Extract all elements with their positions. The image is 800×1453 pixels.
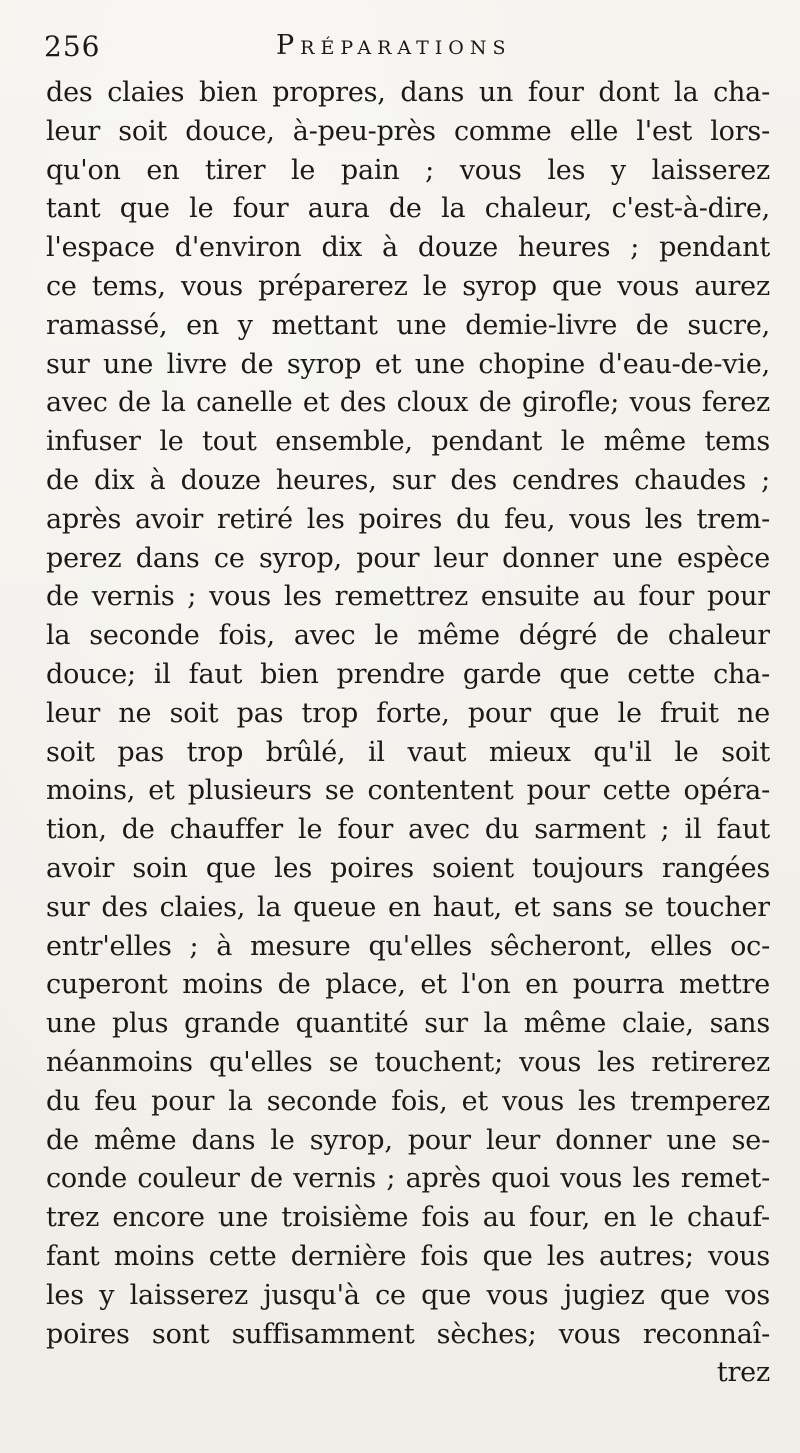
text-line: tant que le four aura de la chaleur, c'est-à-dire, [46, 193, 770, 225]
text-line: la seconde fois, avec le même dégré de chaleur [46, 620, 770, 652]
text-line: de dix à douze heures, sur des cendres chaudes ; [46, 464, 770, 496]
text-line: sur des claies, la queue en haut, et sans se toucher [46, 891, 770, 923]
text-line: poires sont suffisamment sèches; vous reconnaî- [46, 1318, 770, 1350]
text-line: du feu pour la seconde fois, et vous les tremperez [46, 1085, 770, 1117]
body-text [46, 74, 770, 1393]
text-line: tion, de chauffer le four avec du sarment ; il faut [46, 814, 770, 846]
page-header [44, 28, 770, 68]
catchword: trez [716, 1357, 770, 1389]
text-line: fant moins cette dernière fois que les autres; vous [46, 1240, 770, 1272]
text-line: moins, et plusieurs se contentent pour cette opéra- [46, 775, 770, 807]
text-line: trez encore une troisième fois au four, en le chauf- [46, 1202, 770, 1234]
text-line: perez dans ce syrop, pour leur donner une espèce [46, 542, 770, 574]
text-line: les y laisserez jusqu'à ce que vous jugiez que vos [46, 1279, 770, 1311]
text-line: ce tems, vous préparerez le syrop que vous aurez [46, 270, 770, 302]
text-line: entr'elles ; à mesure qu'elles sêcheront, elles oc- [46, 930, 770, 962]
text-line: des claies bien propres, dans un four dont la cha- [46, 77, 770, 108]
text-line: de vernis ; vous les remettrez ensuite au four pour [46, 581, 770, 613]
text-line: une plus grande quantité sur la même claie, sans [46, 1008, 770, 1040]
text-line: ramassé, en y mettant une demie-livre de sucre, [46, 309, 770, 341]
text-line: infuser le tout ensemble, pendant le même tems [46, 426, 770, 458]
text-line: avoir soin que les poires soient toujours rangées [46, 852, 770, 884]
text-line: leur ne soit pas trop forte, pour que le fruit ne [46, 697, 770, 729]
text-line: soit pas trop brûlé, il vaut mieux qu'il le soit [46, 736, 770, 768]
running-head: Préparations [276, 30, 512, 61]
text-line: avec de la canelle et des cloux de girofle; vous ferez [46, 387, 770, 419]
text-line: après avoir retiré les poires du feu, vous les trem- [46, 503, 770, 535]
text-line: sur une livre de syrop et une chopine d'eau-de-vie, [46, 348, 770, 380]
text-line: douce; il faut bien prendre garde que cette cha- [46, 658, 770, 690]
page-number: 256 [44, 30, 101, 63]
text-line: qu'on en tirer le pain ; vous les y laisserez [46, 154, 770, 186]
text-line: néanmoins qu'elles se touchent; vous les retirerez [46, 1046, 770, 1078]
text-line: cuperont moins de place, et l'on en pourra mettre [46, 969, 770, 1001]
text-line: l'espace d'environ dix à douze heures ; pendant [46, 232, 770, 264]
text-line: leur soit douce, à-peu-près comme elle l'est lors- [46, 115, 770, 147]
text-line: conde couleur de vernis ; après quoi vous les remet- [46, 1163, 770, 1195]
text-line: de même dans le syrop, pour leur donner une se- [46, 1124, 770, 1156]
